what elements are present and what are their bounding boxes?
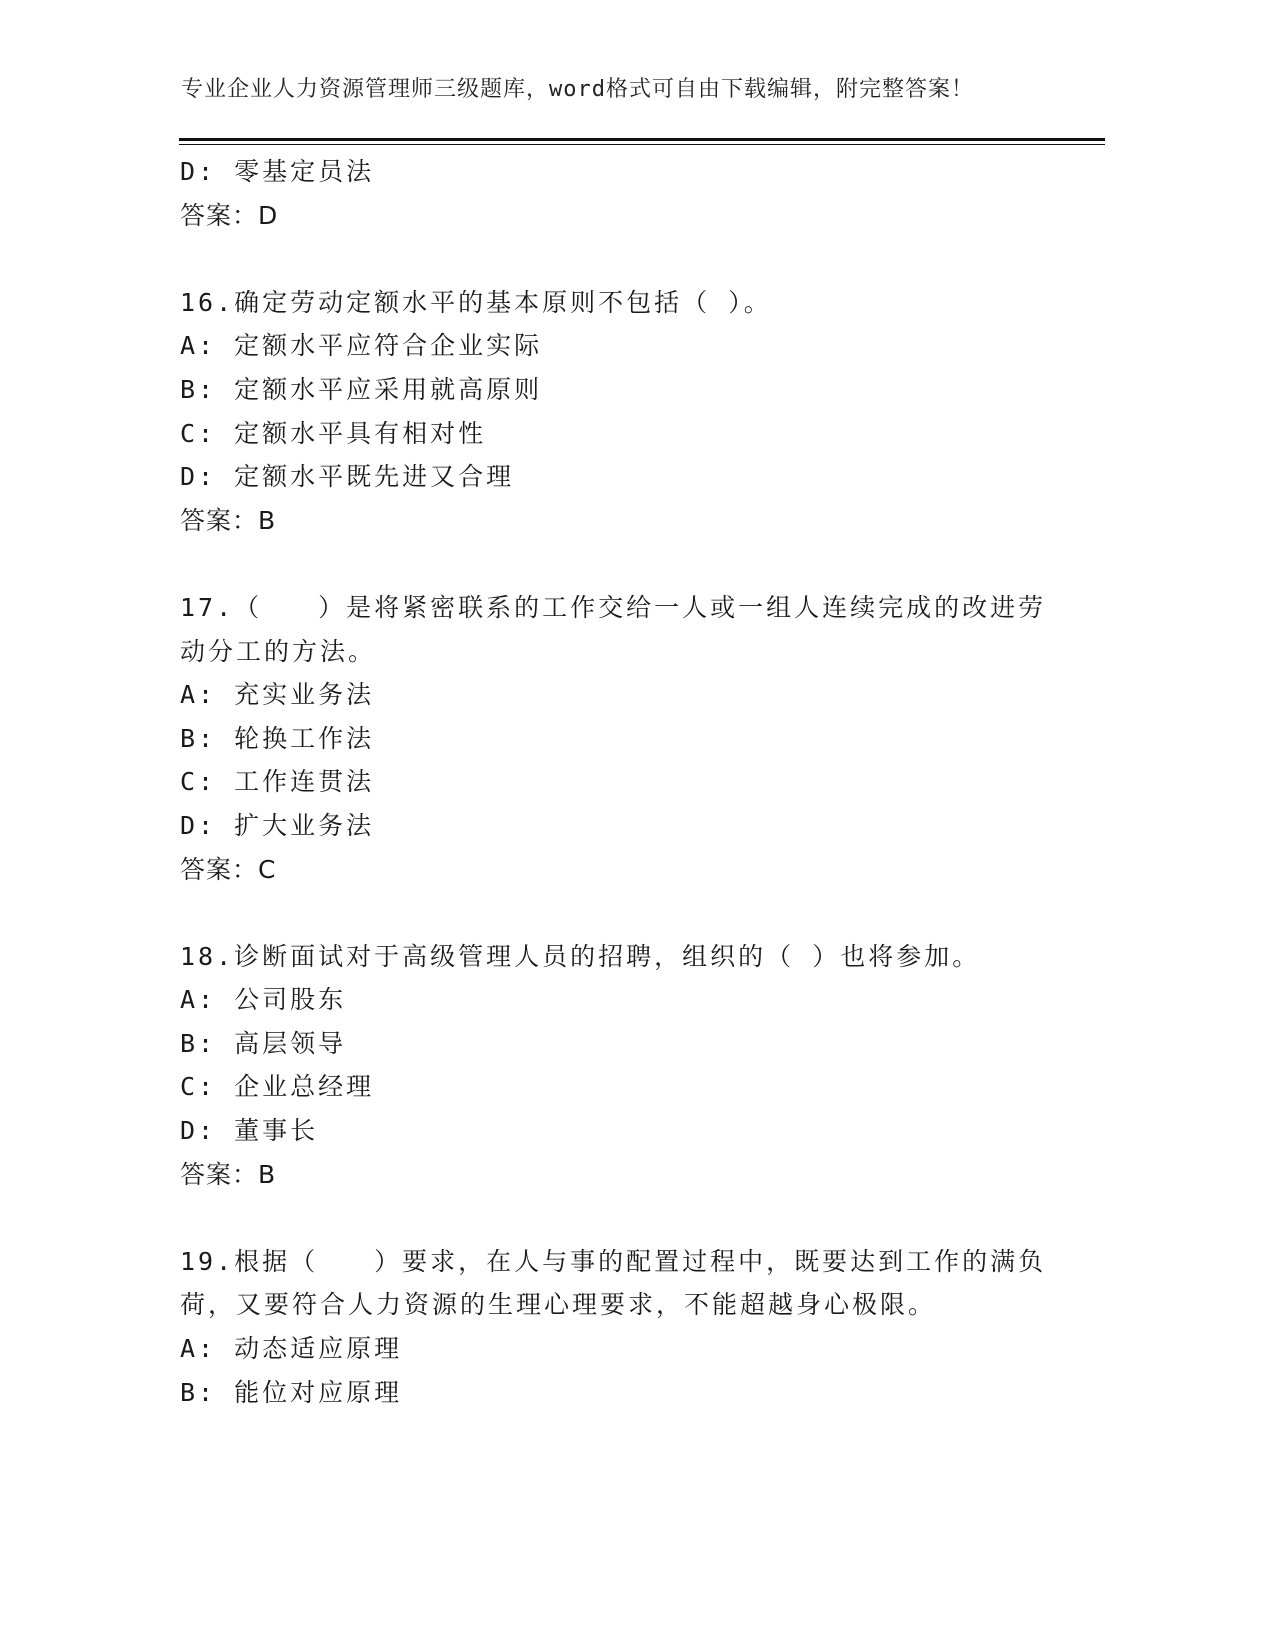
answer-option: D: 扩大业务法 bbox=[180, 810, 375, 840]
answer-option: D: 定额水平既先进又合理 bbox=[180, 462, 515, 492]
page-header: 专业企业人力资源管理师三级题库，word格式可自由下载编辑，附完整答案！ bbox=[181, 77, 974, 102]
answer-option: A: 充实业务法 bbox=[180, 680, 375, 710]
answer-option: A: 公司股东 bbox=[180, 985, 347, 1015]
header-rule-thin bbox=[179, 144, 1105, 145]
answer-option: D: 零基定员法 bbox=[180, 157, 375, 186]
block-spacer bbox=[180, 891, 1040, 935]
answer-option: D: 董事长 bbox=[180, 1116, 319, 1146]
answer-option: A: 动态适应原理 bbox=[180, 1334, 403, 1364]
answer-key: 答案：B bbox=[180, 505, 277, 535]
question-stem: 荷，又要符合人力资源的生理心理要求，不能超越身心极限。 bbox=[180, 1290, 937, 1320]
block-spacer bbox=[180, 237, 1040, 281]
question-stem: 16.确定劳动定额水平的基本原则不包括（ ）。 bbox=[180, 287, 772, 317]
question-block bbox=[180, 586, 1047, 891]
answer-key: 答案：C bbox=[180, 854, 277, 884]
answer-option: C: 工作连贯法 bbox=[180, 767, 375, 797]
answer-option: B: 轮换工作法 bbox=[180, 723, 375, 753]
answer-option: C: 企业总经理 bbox=[180, 1072, 375, 1102]
question-stem: 18.诊断面试对于高级管理人员的招聘，组织的（ ）也将参加。 bbox=[180, 941, 981, 971]
answer-option: B: 高层领导 bbox=[180, 1028, 347, 1058]
question-block bbox=[180, 281, 1040, 543]
question-stem: 17.（ ）是将紧密联系的工作交给一人或一组人连续完成的改进劳 bbox=[180, 592, 1047, 622]
answer-option: B: 能位对应原理 bbox=[180, 1377, 403, 1407]
answer-key: 答案：D bbox=[180, 200, 279, 230]
question-stem: 动分工的方法。 bbox=[180, 636, 377, 666]
question-block bbox=[180, 935, 1040, 1197]
header-rule-thick bbox=[179, 138, 1105, 141]
block-spacer bbox=[180, 542, 1040, 586]
answer-option: C: 定额水平具有相对性 bbox=[180, 418, 487, 448]
answer-option: A: 定额水平应符合企业实际 bbox=[180, 331, 543, 361]
question-block bbox=[180, 150, 1040, 237]
answer-key: 答案：B bbox=[180, 1159, 277, 1189]
question-list bbox=[180, 150, 1047, 1414]
question-stem: 19.根据（ ）要求，在人与事的配置过程中，既要达到工作的满负 bbox=[180, 1246, 1047, 1276]
answer-option: B: 定额水平应采用就高原则 bbox=[180, 374, 543, 404]
question-block bbox=[180, 1240, 1047, 1414]
block-spacer bbox=[180, 1196, 1040, 1240]
